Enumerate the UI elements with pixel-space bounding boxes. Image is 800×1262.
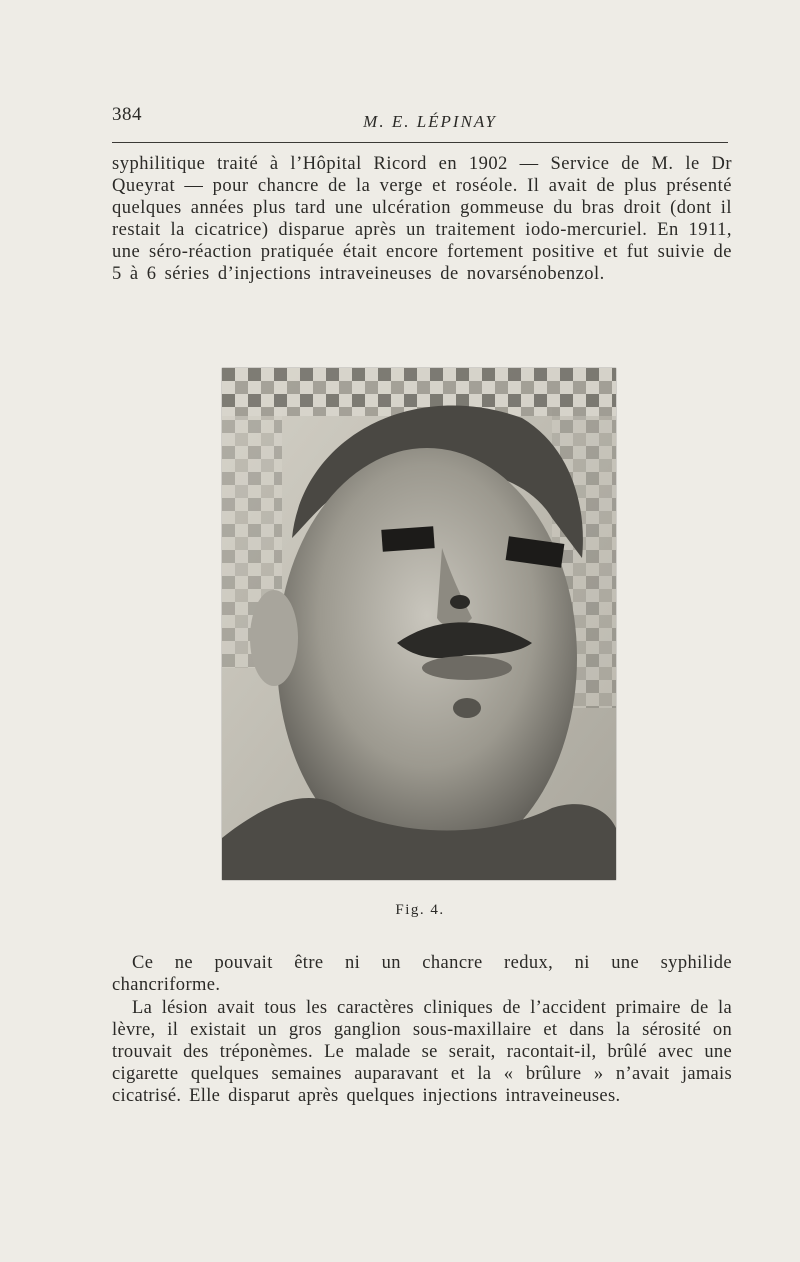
figure-photograph xyxy=(222,368,616,880)
header-rule xyxy=(112,142,728,143)
paragraph-1: syphilitique traité à l’Hôpital Ricord en 1902 — Service de M. le Dr Queyrat — pour chancre de la verge et roséole. Il avait de plus présenté quelques années plus tard une ulcération gommeuse du bras droit (dont il restait la cicatrice) disparue après un traitement iodo-mercuriel. En 1911, une séro-réaction pratiquée était encore fortement positive et fut suivie de 5 à 6 séries d’injections intraveineuses de novarsénobenzol. xyxy=(112,154,732,284)
page-number: 384 xyxy=(112,104,142,125)
paragraph-2: Ce ne pouvait être ni un chancre redux, ni une syphilide chancriforme. xyxy=(112,953,732,995)
running-title: M. E. LÉPINAY xyxy=(363,112,497,131)
figure-caption: Fig. 4. xyxy=(395,902,445,918)
paragraph-3: La lésion avait tous les caractères cliniques de l’accident primaire de la lèvre, il existait un gros ganglion sous-maxillaire et dans la sérosité on trouvait des tréponèmes. Le malade se serait, racontait-il, brûlé avec une cigarette quelques semaines auparavant et la « brûlure » n’avait jamais cicatrisé. Elle disparut après quelques injections intraveineuses. xyxy=(112,998,732,1106)
patient-photograph-icon xyxy=(222,368,616,880)
